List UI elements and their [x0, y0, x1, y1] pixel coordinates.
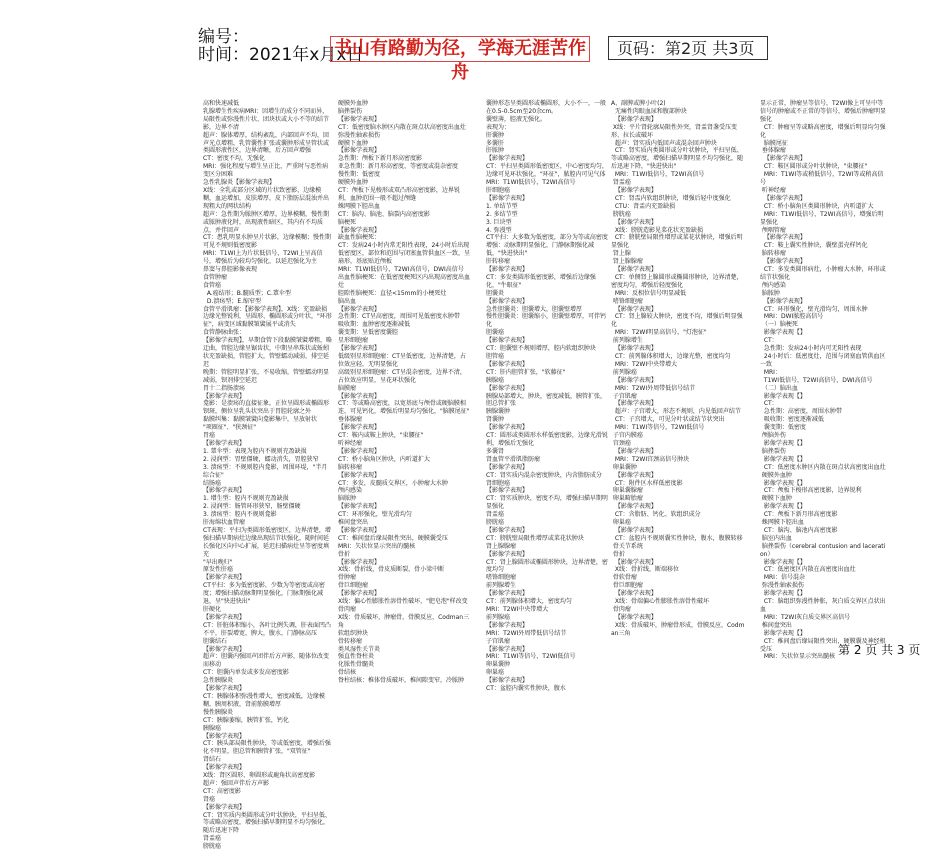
- text-column-1: 高和快速减低 乳腺增生性疾病MRI：因增生的成分不同而异，局限性或弥漫性片状、团块状或大小不等的结节影，边界不清 超声：腺体增厚，结构紊乱，内部回声不均，回声光点增粗，乳管囊性扩张或囊肿形成呈管状或类圆形液性区，边界清晰，后方回声增强 CT：密度不均，无强化 MRI：强化程度与增生呈正比，严重时与恶性病变区分困难 急性乳腺炎【影像学表现】 X线：全乳或部分区域的片状致密影，边缘模糊，血运增加，皮肤增厚，皮下脂肪层混浊并出现粗大的网状结构 超声：急性期为脓肿区增厚，边界模糊，慢性期或脓肿液化时，出现液性暗区，其内有不均质点，并伴回声 CT：患乳明显水肿呈片状影，边缘模糊；慢性期可见不规则低密度影 MRI：T1WI上为片状低信号，T2WI上呈高信号，增强后为较均匀强化，以延迟强化为主 鼻窦与鼻腔影像表现 食管肿瘤 食管癌 A.癌结形；B.髓质型；C.蕈伞型 D.溃疡型；E.缩窄型 食管平滑肌瘤：【影像学表现】，X线：充盈缺损边缘光整锐利，呈圆形、椭圆形或分叶状，"环形征"，病变区域黏膜皱襞展平或消失 食管静脉曲张： 【影像学表现】，早期食管下段黏膜皱襞增粗，略迂曲，管腔边缘呈锯齿状，中期呈串珠状或蚯蚓状充盈缺损，管腔扩大，管壁蠕动减弱，排空延迟 晚期：管腔明显扩张，不易收缩，管壁蠕动明显减弱，钡剂排空延迟 胃十二指肠溃疡 【影像学表现】 龛影：是溃疡的直接征象，正位呈圆形或椭圆形钡斑，侧位呈乳头状突出于胃腔轮廓之外 黏膜纠集：黏膜皱襞向龛影集中，呈放射状 "项圈征"、"狭颈征" 胃癌 【影像学表现】 1. 蕈伞型：表现为腔内不规则充盈缺损 2. 浸润型：胃壁僵硬，蠕动消失，胃腔狭窄 3. 溃疡型：不规则腔内龛影，周围环堤，"半月综合征" 结肠癌 【影像学表现】 1. 增生型：腔内不规则充盈缺损 2. 浸润型：肠管环形狭窄，肠壁僵硬 3. 溃疡型：腔内不规则龛影 肝海绵状血管瘤 CT表现：平扫为类圆形低密度区，边界清楚，增强扫描早期病灶边缘出现结节状强化，随时间延长强化区向中心扩展，延迟扫描病灶呈等密度填充 "早出晚归" 原发性肝癌 【影像学表现】 CT平扫：多为低密度影，少数为等密度或高密度；增强扫描动脉期明显强化，门脉期强化减退，呈"快进快出" 肝硬化 【影像学表现】 CT：肝脏体积缩小，各叶比例失调，肝表面凹凸不平，肝裂增宽，脾大，腹水，门静脉高压 胆囊结石 【影像学表现】 超声：胆囊内强回声团伴后方声影，随体位改变而移动 CT：胆囊内单发或多发高密度影 急性胰腺炎 【影像学表现】 CT：胰腺体积弥漫性增大，密度减低，边缘模糊，胰周积液，肾前筋膜增厚 慢性胰腺炎 CT：胰腺萎缩，胰管扩张，钙化 胰腺癌 【影像学表现】 CT：胰头部局限性肿块，等或低密度，增强后强化不明显，胆总管和胰管扩张，"双管征" 肾结石 【影像学表现】 X线：肾区圆形、卵圆形或鹿角状高密度影 超声：强回声伴后方声影 CT：高密度影 肾癌 【影像学表现】 CT：肾实质内类圆形或分叶状肿块，平扫呈低、等或略高密度，增强扫描早期明显不均匀强化，随后迅速下降 肾盂癌 膀胱癌: [203, 100, 333, 851]
- text-column-4: A、副脾或脾小叶(2) 无痛性肉眼血尿和腹部肿块 【影像学表现】 X线：平片肾轮廓局限性外突，肾盂肾盏受压变形、拉长或破坏 超声：肾实质内低回声或混杂回声肿块 CT：肾实质内类圆形或分叶状肿块，平扫呈低、等或略高密度，增强扫描早期明显不均匀强化，随后迅速下降，"快进快出" MRI：T1WI低信号，T2WI高信号 肾盂癌 【影像学表现】 CT：肾盂内软组织肿块，增强后轻中度强化 CTU：肾盂内充盈缺损 膀胱癌 【影像学表现】 X线：膀胱造影见菜花状充盈缺损 CT：膀胱壁局限性增厚或菜花状肿块，增强后明显强化 肾上腺 肾上腺腺瘤 【影像学表现】 CT：单侧肾上腺圆形或椭圆形肿块，边界清楚，密度均匀，增强后轻度强化 MRI：反相位信号明显减低 嗜铬细胞瘤 【影像学表现】 CT：肾上腺较大肿块，密度不均，增强后明显强化 MRI：T2WI明显高信号，"灯泡征" 前列腺增生 【影像学表现】 CT：前列腺体积增大，边缘光整，密度均匀 MRI：T2WI中央带增大 前列腺癌 【影像学表现】 MRI：T2WI外周带低信号结节 子宫肌瘤 【影像学表现】 超声：子宫增大，形态不规则，内见低回声结节 CT：子宫增大，可见分叶状或结节状突出 MRI：T1WI等信号，T2WI低信号 子宫内膜癌 宫颈癌 【影像学表现】 MRI：T2WI宫颈高信号肿块 卵巢囊肿 【影像学表现】 CT：附件区水样低密度影 卵巢囊腺瘤 卵巢畸胎瘤 【影像学表现】 CT：含脂肪、钙化、软组织成分 卵巢癌 【影像学表现】 CT：盆腔内不规则囊实性肿块，腹水，腹膜转移 骨关节系统 骨折 【影像学表现】 X线：骨折线，断端移位 骨软骨瘤 骨巨细胞瘤 【影像学表现】 X线：骨端偏心性膨胀性溶骨性破坏 骨肉瘤 【影像学表现】 X线：骨质破坏，肿瘤骨形成，骨膜反应，Codman三角: [611, 100, 745, 637]
- text-column-5: 显示正常，肿瘤呈等信号，T2WI像上可呈中等信号的肿瘤或不正常的等信号，增强后肿瘤明显强化 CT：肿瘤呈等或略高密度，增强后明显均匀强化 脑膜尾征 垂体腺瘤 【影像学表现】 CT：鞍区圆形或分叶状肿块，"束腰征" MRI：T1WI等或稍低信号，T2WI等或稍高信号 听神经瘤 【影像学表现】 CT：桥小脑角区类圆形肿块，内听道扩大 MRI：T1WI低信号，T2WI高信号，增强后明显强化 颅咽管瘤 【影像学表现】 CT：鞍上囊实性肿块，囊壁蛋壳样钙化 脑转移瘤 【影像学表现】 CT：多发类圆形病灶，小肿瘤大水肿，环形或结节状强化 颅内感染 脑脓肿 【影像学表现】 CT：环形强化，壁光滑均匀，周围水肿 MRI：DWI脓腔高信号 （一）脑梗死 影像学表现【】 CT： 急性期：发病24小时内可无阳性表现 24小时后：低密度灶，范围与闭塞血管供血区一致 MRI： T1WI低信号，T2WI高信号，DWI高信号 （二）脑出血 影像学表现【】 CT： 急性期：高密度，周围水肿带 吸收期：密度逐渐减低 囊变期：低密度 颅脑外伤 影像学表现【】 脑挫裂伤 影像学表现【】 CT：低密度水肿区内散在斑点状高密度出血灶 硬膜外血肿 影像学表现【】 CT：颅板下梭形高密度影，边界锐利 硬膜下血肿 影像学表现【】 CT：颅板下新月形高密度影 蛛网膜下腔出血 CT：脑沟、脑池内高密度影 脑室内出血 脑挫裂伤（cerebral contusion and laceration） 影像学表现【】 CT：低密度区内散在高密度出血灶 MRI：信号混杂 弥漫性轴索损伤 影像学表现【】 CT：脑组织弥漫性肿胀，灰白质交界区点状出血 MRI：T2WI灰白质交界区高信号 椎间盘突出 影像学表现【】 CT：椎间盘后缘局限性突出，硬膜囊及神经根受压 MRI：矢状位显示突出髓核: [760, 100, 887, 661]
- page-number-box: 页码：第2页 共3页: [608, 36, 768, 60]
- time-label: 时间：2021年x月x日: [198, 45, 364, 65]
- motto-banner: 书山有路勤为径，学海无涯苦作舟: [330, 36, 590, 62]
- page-header: [0, 0, 950, 95]
- page-footer: 第 2 页 共 3 页: [838, 643, 921, 657]
- text-column-2: 硬膜外血肿 脑挫裂伤 【影像学表现】 CT：低密度脑水肿区内散在斑点状高密度出血灶 弥漫性轴索损伤 硬膜下血肿 【影像学表现】 急性期：颅板下新月形高密度影 亚急性期：新月形高密度、等密度或混杂密度 慢性期：低密度 硬膜外血肿 CT：颅板下见梭形或双凸形高密度影，边界锐利，血肿范围一般不超过颅缝 蛛网膜下腔出血 CT：脑沟、脑池、脑裂内高密度影 脑梗死 【影像学表现】 缺血性脑梗死： CT：发病24小时内常无阳性表现，24小时后出现低密度区，部位和范围与闭塞血管供血区一致，呈扇形，基底贴近颅板 MRI：T1WI低信号，T2WI高信号，DWI高信号 出血性脑梗死：在低密度梗死区内出现高密度出血灶 腔隙性脑梗死：直径<15mm的小梗死灶 脑出血 【影像学表现】 急性期：CT呈高密度，周围可见低密度水肿带 吸收期：血肿密度逐渐减低 囊变期：呈低密度囊腔 星形细胞瘤 【影像学表现】 低级别星形细胞瘤：CT呈低密度，边界清楚，占位效应轻，无明显强化 高级别星形细胞瘤：CT呈混杂密度，边界不清，占位效应明显，呈花环状强化 脑膜瘤 【影像学表现】 CT：等或略高密度，以宽基底与颅骨或硬脑膜相连，可见钙化，增强后明显均匀强化，"脑膜尾征" 垂体腺瘤 【影像学表现】 CT：鞍内或鞍上肿块，"束腰征" 听神经瘤 【影像学表现】 CT：桥小脑角区肿块，内听道扩大 脑转移瘤 【影像学表现】 CT：多发，皮髓质交界区，小肿瘤大水肿 颅内感染 脑脓肿 【影像学表现】 CT：环形强化，壁光滑均匀 椎间盘突出 【影像学表现】 CT：椎间盘后缘局限性突出，硬膜囊受压 MRI：矢状位显示突出的髓核 骨折 【影像学表现】 X线：骨折线，骨皮质断裂，骨小梁中断 骨肿瘤 骨巨细胞瘤 【影像学表现】 X线：偏心性膨胀性溶骨性破坏，"肥皂泡"样改变 骨肉瘤 X线：骨质破坏，肿瘤骨，骨膜反应，Codman三角 软组织肿块 骨转移瘤 类风湿性关节炎 强直性脊柱炎 化脓性骨髓炎 骨结核 脊柱结核：椎体骨质破坏，椎间隙变窄，冷脓肿: [338, 100, 471, 685]
- number-label: 编号：: [198, 27, 249, 47]
- text-column-3: 囊肿形态呈类圆形或椭圆形，大小不一，一般在0.5-0.5cm至20余cm。 囊壁薄，腔液无强化。 表现为： 肝囊肿 多囊肝 肝脓肿 【影像学表现】 CT：平扫呈类圆形低密度区，中心密度均匀，边缘可见环状强化，"环征"，脓腔内可见气体 MRI：T1WI低信号，T2WI高信号 肝细胞癌 【影像学表现】 1. 单结节型 2. 多结节型 3. 巨块型 4. 弥漫型 CT平扫：大多数为低密度，部分为等或高密度 增强：动脉期明显强化，门静脉期强化减低，"快进快出" 肝转移瘤 【影像学表现】 CT：多发类圆形低密度影，增强后边缘强化，"牛眼征" 胆囊炎 【影像学表现】 急性胆囊炎：胆囊增大，胆囊壁增厚 慢性胆囊炎：胆囊缩小，胆囊壁增厚，可伴钙化 胆囊癌 【影像学表现】 CT：胆囊壁不规则增厚，腔内软组织肿块 胆管癌 【影像学表现】 CT：肝内胆管扩张，"软藤征" 胰腺癌 【影像学表现】 胰腺局部增大，肿块，密度减低，胰管扩张，胆总管扩张 胰腺囊肿 肾囊肿 【影像学表现】 CT：圆形或类圆形水样低密度影，边缘光滑锐利，增强后无强化 多囊肾 肾血管平滑肌脂肪瘤 【影像学表现】 CT：肾实质内混杂密度肿块，内含脂肪成分 肾细胞癌 【影像学表现】 CT：肾实质肿块，密度不均，增强扫描早期明显强化 肾盂癌 膀胱癌 【影像学表现】 CT：膀胱壁局限性增厚或菜花状肿块 肾上腺腺瘤 【影像学表现】 CT：肾上腺圆形或椭圆形肿块，边界清楚，密度均匀 嗜铬细胞瘤 前列腺增生 【影像学表现】 CT：前列腺体积增大，密度均匀 MRI：T2WI中央带增大 前列腺癌 【影像学表现】 MRI：T2WI外周带低信号结节 子宫肌瘤 【影像学表现】 MRI：T1WI等信号，T2WI低信号 卵巢囊肿 卵巢癌 【影像学表现】 CT：盆腔内囊实性肿块，腹水: [486, 100, 608, 693]
